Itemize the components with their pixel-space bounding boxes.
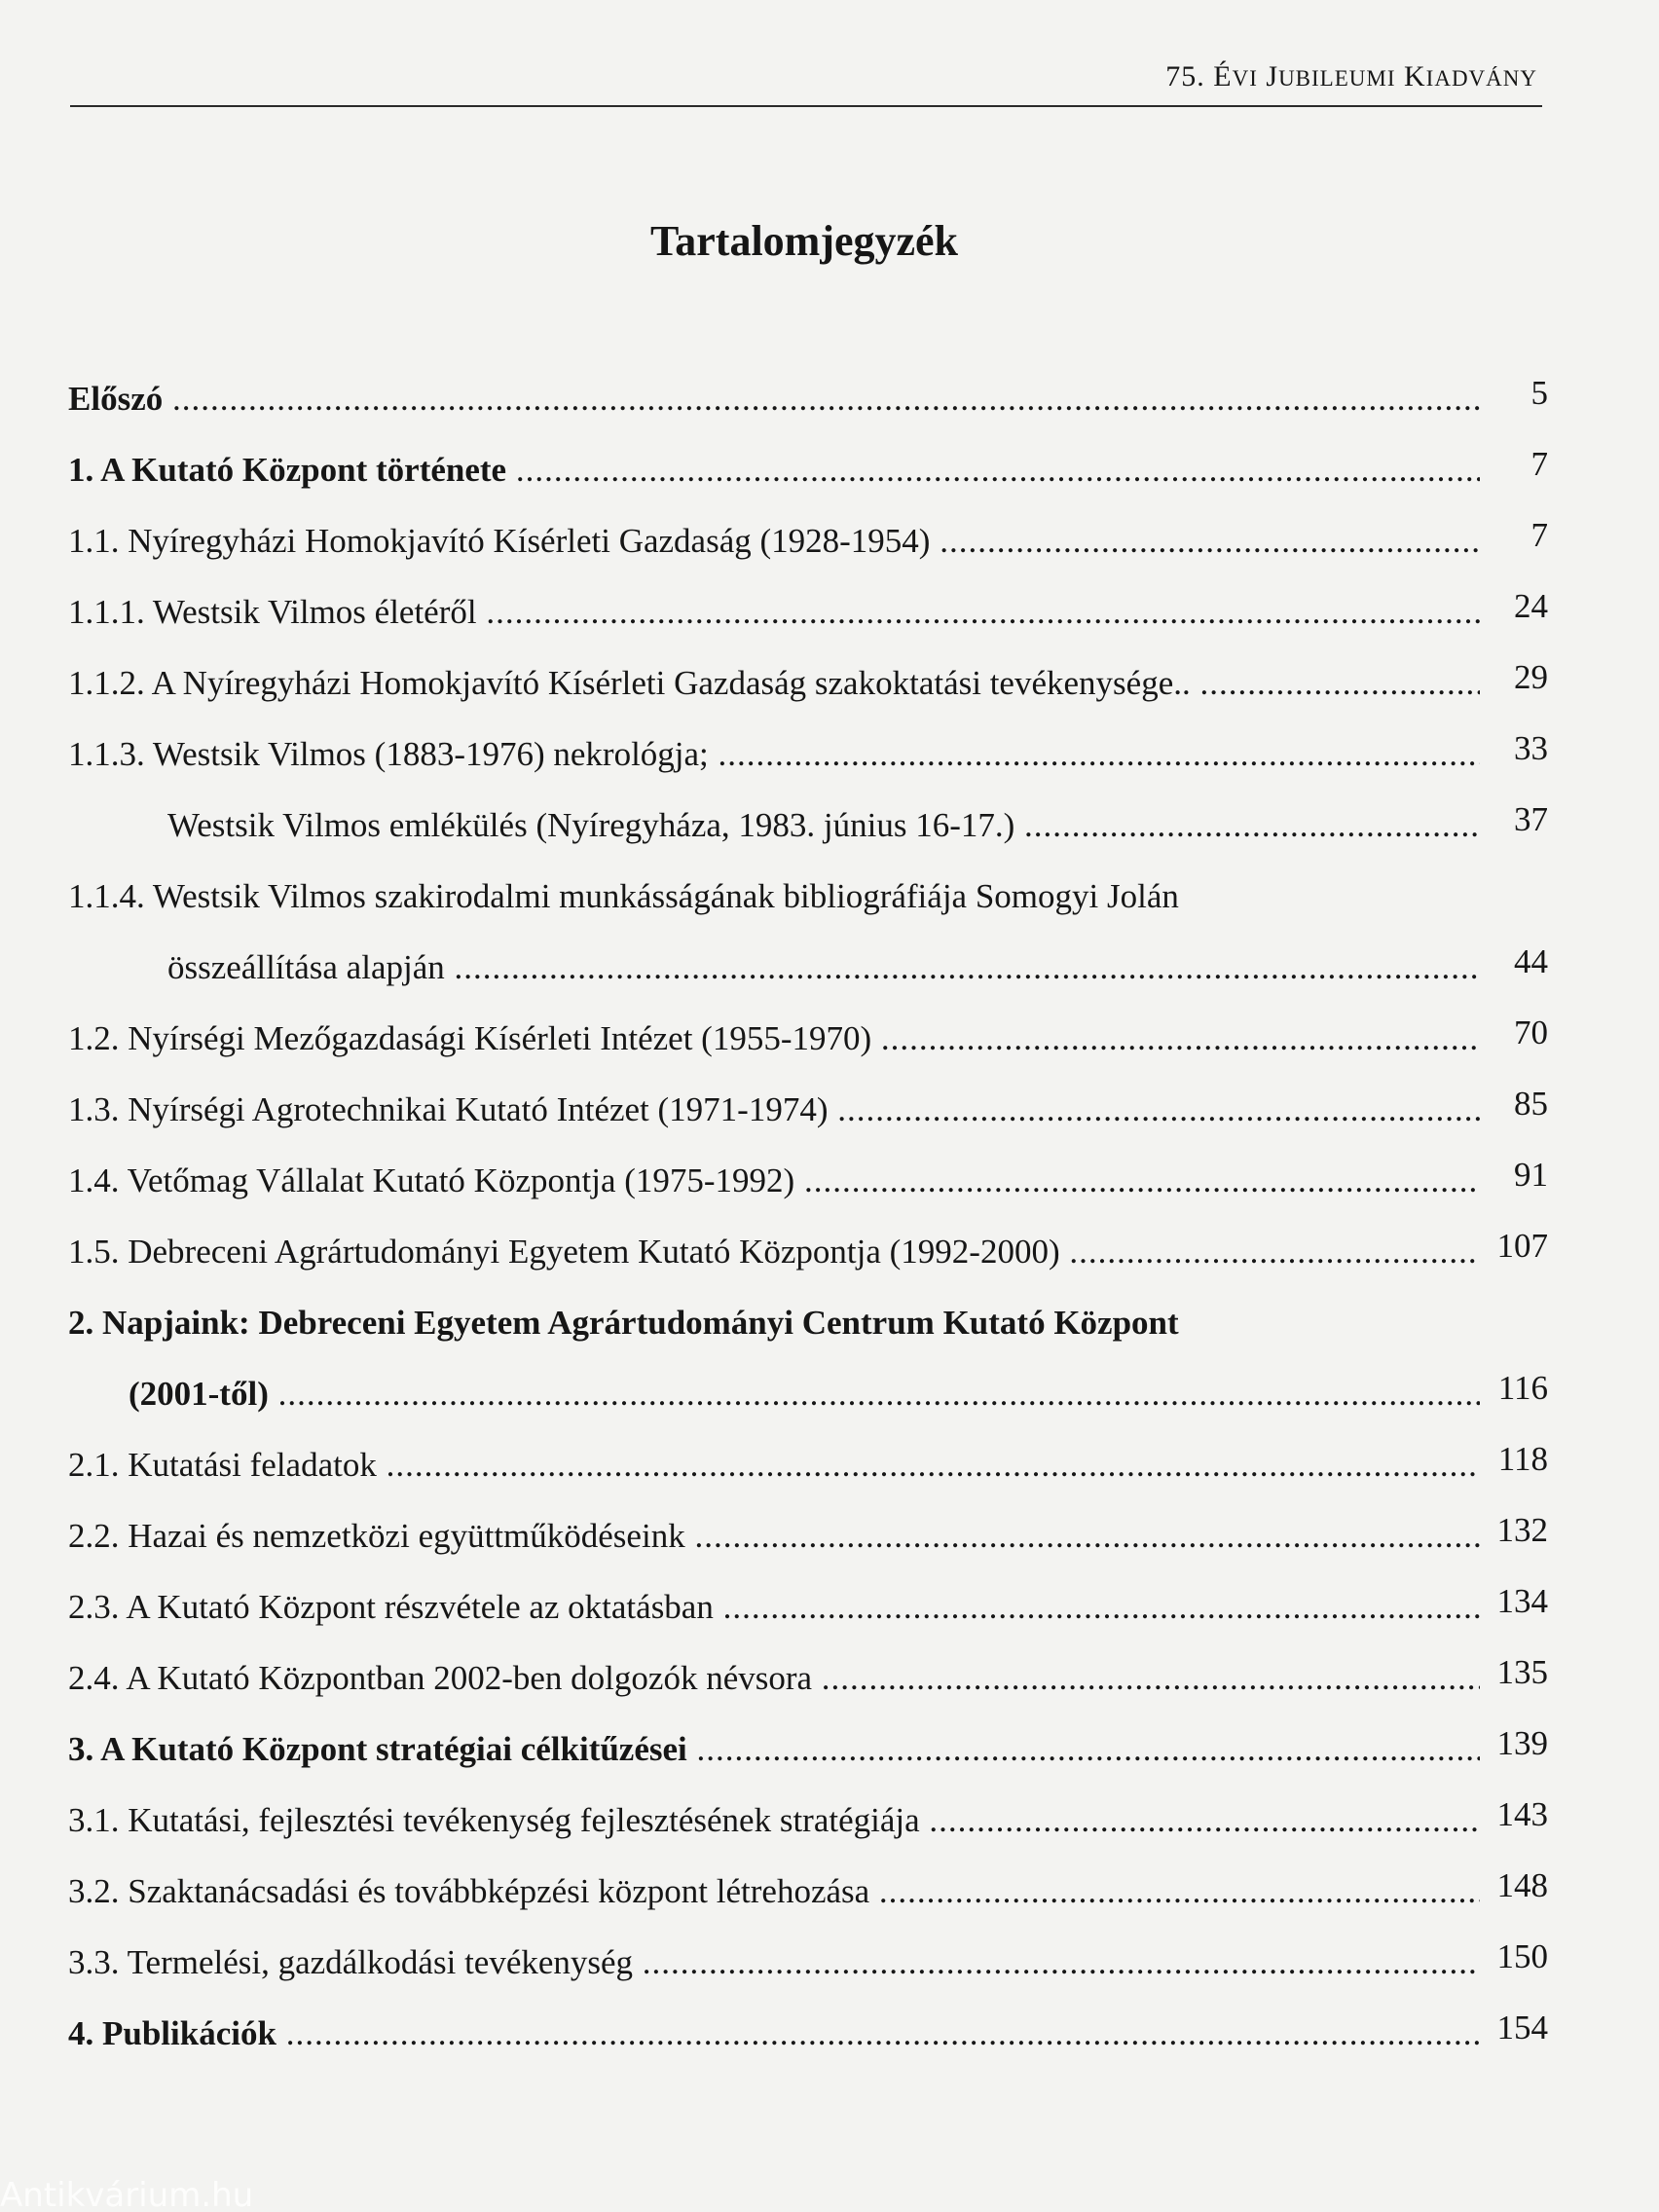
toc-entry-page: 7 [1530, 516, 1548, 554]
toc-entry-page: 29 [1514, 658, 1548, 696]
toc-entry-page: 7 [1530, 445, 1548, 483]
toc-entry-label: 1.1.3. Westsik Vilmos (1883-1976) nekrológja; ..... [68, 725, 1480, 784]
toc-entry-page: 134 [1496, 1582, 1548, 1620]
toc-entry [68, 583, 1548, 642]
header-initial-1: É [1213, 60, 1233, 92]
watermark-text: Antikvárium.hu [0, 2179, 254, 2212]
toc-entry-continuation [68, 939, 1548, 997]
header-rule [70, 105, 1542, 107]
toc-entry-page: 118 [1497, 1440, 1548, 1478]
toc-entry [68, 1507, 1548, 1566]
header-rest-3: IADVÁNY [1425, 66, 1537, 91]
toc-entry-page: 139 [1496, 1724, 1548, 1762]
toc-entry-page: 143 [1496, 1795, 1548, 1833]
toc-entry [68, 1010, 1548, 1068]
toc-entry-label: 3.3. Termelési, gazdálkodási tevékenység ..... [68, 1934, 1480, 1992]
toc-entry-label: 1.1.1. Westsik Vilmos életéről ..... [68, 583, 1480, 642]
toc-entry-page: 107 [1496, 1227, 1548, 1265]
toc-entry [68, 1934, 1548, 1992]
toc-entry-foreword [68, 370, 1548, 428]
toc-entry-label: 1.1.4. Westsik Vilmos szakirodalmi munkásságának bibliográfiája Somogyi Jolán [68, 877, 1179, 915]
toc-entry [68, 1081, 1548, 1139]
toc-entry-label: 1.2. Nyírségi Mezőgazdasági Kísérleti Intézet (1955-1970) ..... [68, 1010, 1480, 1068]
toc-entry-page: 44 [1514, 942, 1548, 980]
toc-entry-label: 1.5. Debreceni Agrártudományi Egyetem Kutató Központja (1992-2000) ..... [68, 1223, 1480, 1281]
toc-entry [68, 1578, 1548, 1637]
toc-entry [68, 1436, 1548, 1494]
toc-entry [68, 512, 1548, 571]
toc-entry-label: 2.3. A Kutató Központ részvétele az oktatásban ..... [68, 1578, 1480, 1637]
toc-entry-page: 150 [1496, 1937, 1548, 1975]
toc-entry-page: 91 [1514, 1156, 1548, 1194]
toc-entry-page: 33 [1514, 729, 1548, 767]
toc-entry-chapter-3 [68, 1720, 1548, 1779]
toc-entry-label: 3.1. Kutatási, fejlesztési tevékenység fejlesztésének stratégiája ..... [68, 1791, 1480, 1850]
toc-entry-chapter-1 [68, 441, 1548, 499]
header-number: 75. [1165, 60, 1214, 92]
toc-entry-label: Előszó ..... [68, 370, 1480, 428]
toc-entry [68, 1791, 1548, 1850]
toc-entry-chapter-4 [68, 2005, 1548, 2063]
toc-entry-page: 116 [1497, 1369, 1548, 1407]
toc-entry [68, 1649, 1548, 1708]
toc-entry-label: összeállítása alapján ..... [167, 939, 1480, 997]
toc-entry-page: 148 [1496, 1866, 1548, 1904]
header-initial-3: K [1404, 60, 1426, 92]
running-header [1165, 60, 1537, 93]
toc-entry-page: 132 [1496, 1511, 1548, 1549]
toc-entry [68, 867, 1548, 926]
toc-entry [68, 725, 1548, 784]
header-rest-1: VI [1232, 66, 1258, 91]
page-title: Tartalomjegyzék [649, 217, 959, 265]
toc-entry-page: 85 [1514, 1085, 1548, 1123]
toc-entry-label: 2. Napjaink: Debreceni Egyetem Agrártudományi Centrum Kutató Központ [68, 1304, 1179, 1342]
toc-entry-label: (2001-től) ..... [129, 1365, 1480, 1423]
toc-entry-label: 2.1. Kutatási feladatok ..... [68, 1436, 1480, 1494]
toc-entry-label: 2.4. A Kutató Központban 2002-ben dolgozók névsora ..... [68, 1649, 1480, 1708]
toc-entry [68, 1223, 1548, 1281]
toc-entry-label: 1. A Kutató Központ története ..... [68, 441, 1480, 499]
toc-entry-page: 24 [1514, 587, 1548, 625]
toc-entry-page: 37 [1514, 800, 1548, 838]
header-rest-2: UBILEUMI [1278, 66, 1396, 91]
header-initial-2: J [1266, 60, 1279, 92]
toc-entry-label: 2.2. Hazai és nemzetközi együttműködéseink ..... [68, 1507, 1480, 1566]
toc-entry-continuation [68, 1365, 1548, 1423]
toc-entry-label: 1.3. Nyírségi Agrotechnikai Kutató Intézet (1971-1974) ..... [68, 1081, 1480, 1139]
toc-entry-label: 1.1. Nyíregyházi Homokjavító Kísérleti Gazdaság (1928-1954) ..... [68, 512, 1480, 571]
toc-entry-label: Westsik Vilmos emlékülés (Nyíregyháza, 1983. június 16-17.) ..... [167, 796, 1480, 855]
toc-entry-label: 1.4. Vetőmag Vállalat Kutató Központja (1975-1992) ..... [68, 1152, 1480, 1210]
toc-entry-indented [68, 796, 1548, 855]
toc-entry-chapter-2 [68, 1294, 1548, 1352]
toc-entry-label: 1.1.2. A Nyíregyházi Homokjavító Kísérleti Gazdaság szakoktatási tevékenysége.. ..... [68, 654, 1480, 713]
toc-entry-page: 154 [1496, 2009, 1548, 2046]
toc-entry-label: 3. A Kutató Központ stratégiai célkitűzései ..... [68, 1720, 1480, 1779]
toc-entry [68, 654, 1548, 713]
toc-entry-label: 4. Publikációk ..... [68, 2005, 1480, 2063]
toc-entry-page: 135 [1496, 1653, 1548, 1691]
toc-entry [68, 1152, 1548, 1210]
toc-entry-page: 70 [1514, 1014, 1548, 1051]
toc-entry [68, 1862, 1548, 1921]
toc-entry-label: 3.2. Szaktanácsadási és továbbképzési központ létrehozása ..... [68, 1862, 1480, 1921]
toc-entry-page: 5 [1530, 374, 1548, 412]
